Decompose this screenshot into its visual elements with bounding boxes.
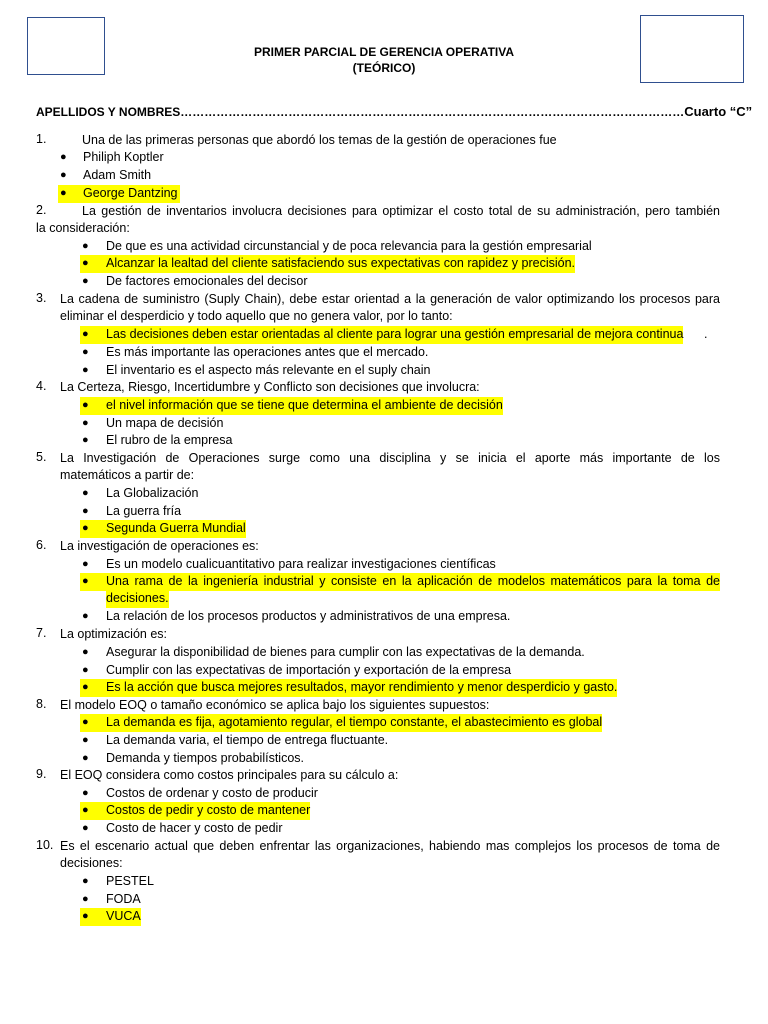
- bullet-icon: ●: [82, 681, 89, 693]
- question-number: 10.: [36, 838, 54, 852]
- question-number: 5.: [36, 450, 47, 464]
- option[interactable]: De que es una actividad circunstancial y de poca relevancia para la gestión empresarial: [106, 239, 592, 253]
- option[interactable]: PESTEL: [106, 874, 154, 888]
- question-text: La investigación de operaciones es:: [60, 539, 259, 553]
- question-text-cont: decisiones:: [60, 856, 123, 870]
- option[interactable]: La Globalización: [106, 486, 199, 500]
- bullet-icon: ●: [82, 664, 89, 676]
- bullet-icon: ●: [82, 257, 89, 269]
- option-correct[interactable]: [80, 397, 503, 415]
- option-text: Una rama de la ingeniería industrial y consiste en la aplicación de modelos matemáticos para la toma de: [106, 574, 720, 588]
- bullet-icon: ●: [82, 610, 89, 622]
- bullet-icon: ●: [82, 716, 89, 728]
- option[interactable]: De factores emocionales del decisor: [106, 274, 308, 288]
- name-field[interactable]: [36, 104, 753, 119]
- option[interactable]: Adam Smith: [83, 168, 152, 182]
- option-text: La demanda es fija, agotamiento regular, el tiempo constante, el abastecimiento es global: [106, 715, 603, 729]
- option-correct[interactable]: [80, 679, 617, 697]
- option[interactable]: Cumplir con las expectativas de importación y exportación de la empresa: [106, 663, 512, 677]
- bullet-icon: ●: [82, 487, 89, 499]
- option-text: VUCA: [106, 909, 141, 923]
- bullet-icon: ●: [82, 575, 89, 587]
- bullet-icon: ●: [82, 399, 89, 411]
- option[interactable]: Philiph Koptler: [83, 150, 164, 164]
- question-number: 1.: [36, 132, 47, 146]
- option[interactable]: El rubro de la empresa: [106, 433, 233, 447]
- bullet-icon: ●: [82, 434, 89, 446]
- option-correct-cont: decisiones.: [106, 590, 169, 608]
- bullet-icon: ●: [82, 646, 89, 658]
- question-text: Es el escenario actual que deben enfrentar las organizaciones, habiendo mas complejos los procesos de toma de: [60, 839, 720, 853]
- option-text: Segunda Guerra Mundial: [106, 521, 246, 535]
- question-number: 8.: [36, 697, 47, 711]
- document-title: PRIMER PARCIAL DE GERENCIA OPERATIVA: [253, 45, 515, 59]
- bullet-icon: ●: [82, 346, 89, 358]
- option-correct[interactable]: [80, 714, 602, 732]
- bullet-icon: ●: [82, 558, 89, 570]
- option-text: George Dantzing: [83, 186, 178, 200]
- question-number: 7.: [36, 626, 47, 640]
- bullet-icon: ●: [82, 804, 89, 816]
- course-label: Cuarto “C”: [684, 104, 753, 119]
- question-text: El EOQ considera como costos principales para su cálculo a:: [60, 768, 399, 782]
- option[interactable]: La relación de los procesos productos y administrativos de una empresa.: [106, 609, 511, 623]
- question-text: La cadena de suministro (Suply Chain), debe estar orientad a la generación de valor optimizando los procesos para: [60, 292, 720, 306]
- option-suffix: .: [704, 327, 708, 341]
- bullet-icon: ●: [82, 910, 89, 922]
- bullet-icon: ●: [82, 752, 89, 764]
- bullet-icon: ●: [60, 151, 67, 163]
- question-text: La Investigación de Operaciones surge como una disciplina y se inicia el aporte más importante de los: [60, 451, 720, 465]
- option-text: Costos de pedir y costo de mantener: [106, 803, 311, 817]
- question-text: La Certeza, Riesgo, Incertidumbre y Conflicto son decisiones que involucra:: [60, 380, 480, 394]
- option[interactable]: Demanda y tiempos probabilísticos.: [106, 751, 305, 765]
- option-text: Es la acción que busca mejores resultados, mayor rendimiento y menor desperdicio y gasto.: [106, 680, 618, 694]
- question-text: El modelo EOQ o tamaño económico se aplica bajo los siguientes supuestos:: [60, 698, 490, 712]
- option[interactable]: La guerra fría: [106, 504, 182, 518]
- bullet-icon: ●: [82, 875, 89, 887]
- question-text-cont: matemáticos a partir de:: [60, 468, 195, 482]
- option[interactable]: La demanda varia, el tiempo de entrega fluctuante.: [106, 733, 389, 747]
- question-text-cont: eliminar el desperdicio y todo aquello que no genera valor, por lo tanto:: [60, 309, 453, 323]
- option-correct[interactable]: [80, 520, 246, 538]
- option-correct[interactable]: [80, 908, 141, 926]
- question-text: La optimización es:: [60, 627, 168, 641]
- bullet-icon: ●: [82, 505, 89, 517]
- question-text: La gestión de inventarios involucra decisiones para optimizar el costo total de su administración, pero también: [82, 204, 720, 218]
- document-subtitle: (TEÓRICO): [352, 61, 416, 75]
- question-number: 3.: [36, 291, 47, 305]
- question-number: 6.: [36, 538, 47, 552]
- bullet-icon: ●: [82, 893, 89, 905]
- bullet-icon: ●: [82, 417, 89, 429]
- name-label: APELLIDOS Y NOMBRES………………………………………………………………………………………………………………: [36, 105, 685, 119]
- bullet-icon: ●: [82, 822, 89, 834]
- option[interactable]: Asegurar la disponibilidad de bienes para cumplir con las expectativas de la demanda.: [106, 645, 585, 659]
- option-correct[interactable]: [80, 326, 683, 344]
- question-text-cont: la consideración:: [36, 221, 130, 235]
- option-correct[interactable]: [80, 802, 310, 820]
- bullet-icon: ●: [82, 734, 89, 746]
- option[interactable]: Un mapa de decisión: [106, 416, 224, 430]
- bullet-icon: ●: [60, 169, 67, 181]
- question-number: 9.: [36, 767, 47, 781]
- option-correct[interactable]: [80, 573, 720, 591]
- option-text: el nivel información que se tiene que determina el ambiente de decisión: [106, 398, 503, 412]
- bullet-icon: ●: [82, 275, 89, 287]
- bullet-icon: ●: [82, 522, 89, 534]
- option-correct[interactable]: [58, 185, 180, 203]
- question-number: 4.: [36, 379, 47, 393]
- bullet-icon: ●: [82, 240, 89, 252]
- option[interactable]: Costos de ordenar y costo de producir: [106, 786, 318, 800]
- option[interactable]: El inventario es el aspecto más relevante en el suply chain: [106, 363, 431, 377]
- option-correct[interactable]: [80, 255, 575, 273]
- bullet-icon: ●: [82, 328, 89, 340]
- option[interactable]: Costo de hacer y costo de pedir: [106, 821, 283, 835]
- option[interactable]: Es un modelo cualicuantitativo para realizar investigaciones científicas: [106, 557, 496, 571]
- question-text: Una de las primeras personas que abordó los temas de la gestión de operaciones fue: [82, 133, 557, 147]
- bullet-icon: ●: [82, 787, 89, 799]
- bullet-icon: ●: [60, 187, 67, 199]
- option-text: Las decisiones deben estar orientadas al cliente para lograr una gestión empresarial de mejora continua: [106, 327, 684, 341]
- bullet-icon: ●: [82, 364, 89, 376]
- option[interactable]: Es más importante las operaciones antes que el mercado.: [106, 345, 429, 359]
- option-text: Alcanzar la lealtad del cliente satisfaciendo sus expectativas con rapidez y precisión.: [106, 256, 576, 270]
- question-number: 2.: [36, 203, 47, 217]
- option[interactable]: FODA: [106, 892, 141, 906]
